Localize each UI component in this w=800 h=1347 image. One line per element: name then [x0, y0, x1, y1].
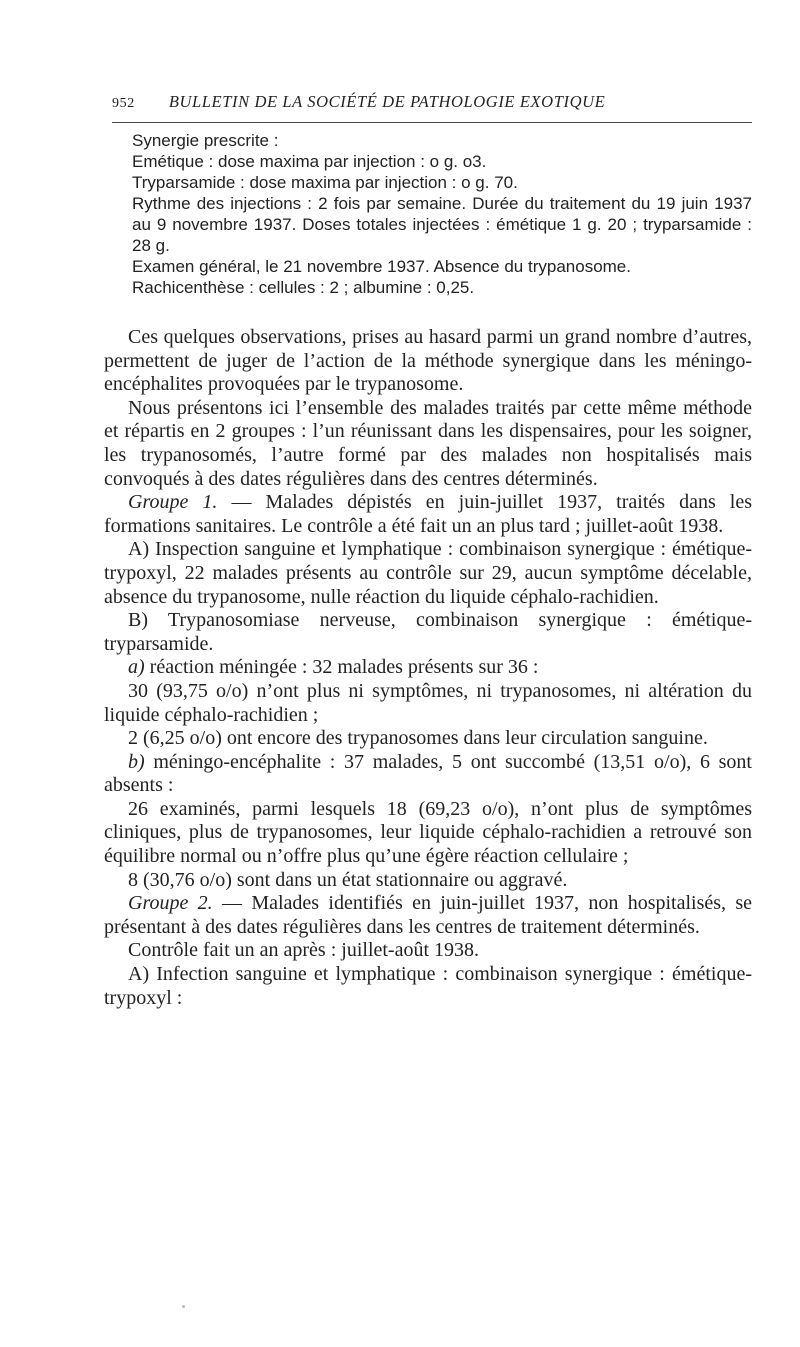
paragraph	[104, 491, 752, 538]
page-number: 952	[112, 96, 135, 111]
paragraph: 30 (93,75 o/o) n’ont plus ni symptômes, ni trypanosomes, ni altération du liquide céphalo-rachidien ;	[104, 679, 752, 726]
paragraph	[104, 751, 752, 798]
prescription-line: Rythme des injections : 2 fois par semaine. Durée du traitement du 19 juin 1937 au 9 novembre 1937. Doses totales injectées : émétique 1 g. 20 ; tryparsamide : 28 g.	[132, 194, 752, 255]
paragraph: A) Infection sanguine et lymphatique : combinaison synergique : émétique-trypoxyl :	[104, 963, 752, 1009]
paper-speck	[182, 1305, 185, 1308]
paragraph-text: méningo-encéphalite : 37 malades, 5 ont succombé (13,51 o/o), 6 sont absents :	[104, 750, 752, 797]
header-rule	[112, 122, 752, 123]
prescription-line: Examen général, le 21 novembre 1937. Absence du trypanosome.	[132, 257, 631, 276]
prescription-line: Tryparsamide : dose maxima par injection : o g. 70.	[132, 173, 518, 192]
item-label: a)	[128, 656, 145, 679]
paragraph: A) Inspection sanguine et lymphatique : combinaison synergique : émétique-trypoxyl, 22 malades présents au contrôle sur 29, aucun symptôme décelable, absence du trypanosome, nulle réaction du liquide céphalo-rachidien.	[104, 538, 752, 608]
group-label: Groupe 1.	[128, 491, 218, 514]
paragraph: Ces quelques observations, prises au hasard parmi un grand nombre d’autres, permettent de juger de l’action de la méthode synergique dans les méningo-encéphalites provoquées par le trypanosome.	[104, 326, 752, 396]
paragraph: 8 (30,76 o/o) sont dans un état stationnaire ou aggravé.	[128, 868, 568, 891]
paragraph: Contrôle fait un an après : juillet-août 1938.	[128, 939, 480, 962]
paragraph: 2 (6,25 o/o) ont encore des trypanosomes dans leur circulation sanguine.	[128, 727, 708, 750]
paragraph-text: réaction méningée : 32 malades présents sur 36 :	[144, 656, 539, 679]
paragraph	[104, 656, 752, 680]
journal-title: BULLETIN DE LA SOCIÉTÉ DE PATHOLOGIE EXOTIQUE	[168, 92, 606, 111]
paragraph: 26 examinés, parmi lesquels 18 (69,23 o/o), n’ont plus de symptômes cliniques, plus de trypanosomes, leur liquide céphalo-rachidien a retrouvé son équilibre normal ou n’offre plus qu’une égère réaction cellulaire ;	[104, 797, 752, 868]
body-text	[104, 326, 752, 1010]
prescription-block	[112, 130, 752, 298]
prescription-line: Emétique : dose maxima par injection : o g. o3.	[132, 152, 487, 171]
paragraph-text: — Malades dépistés en juin-juillet 1937, traités dans les formations sanitaires. Le contrôle a été fait un an plus tard ; juillet-août 1938.	[104, 491, 752, 537]
paragraph: Nous présentons ici l’ensemble des malades traités par cette même méthode et répartis en 2 groupes : l’un réunissant dans les dispensaires, pour les soigner, les trypanosomés, l’autre formé par des malades non hospitalisés mais convoqués à des dates régulières dans des centres déterminés.	[104, 396, 752, 490]
item-label: b)	[128, 750, 145, 773]
paragraph-text: — Malades identifiés en juin-juillet 1937, non hospitalisés, se présentant à des dates régulières dans les centres de traitement déterminés.	[104, 892, 752, 938]
paragraph	[104, 892, 752, 939]
prescription-line: Rachicenthèse : cellules : 2 ; albumine : 0,25.	[132, 278, 475, 297]
paragraph: B) Trypanosomiase nerveuse, combinaison synergique : émétique-tryparsamide.	[104, 609, 752, 655]
prescription-line: Synergie prescrite :	[132, 131, 279, 150]
group-label: Groupe 2.	[128, 892, 213, 915]
running-header	[112, 92, 752, 112]
